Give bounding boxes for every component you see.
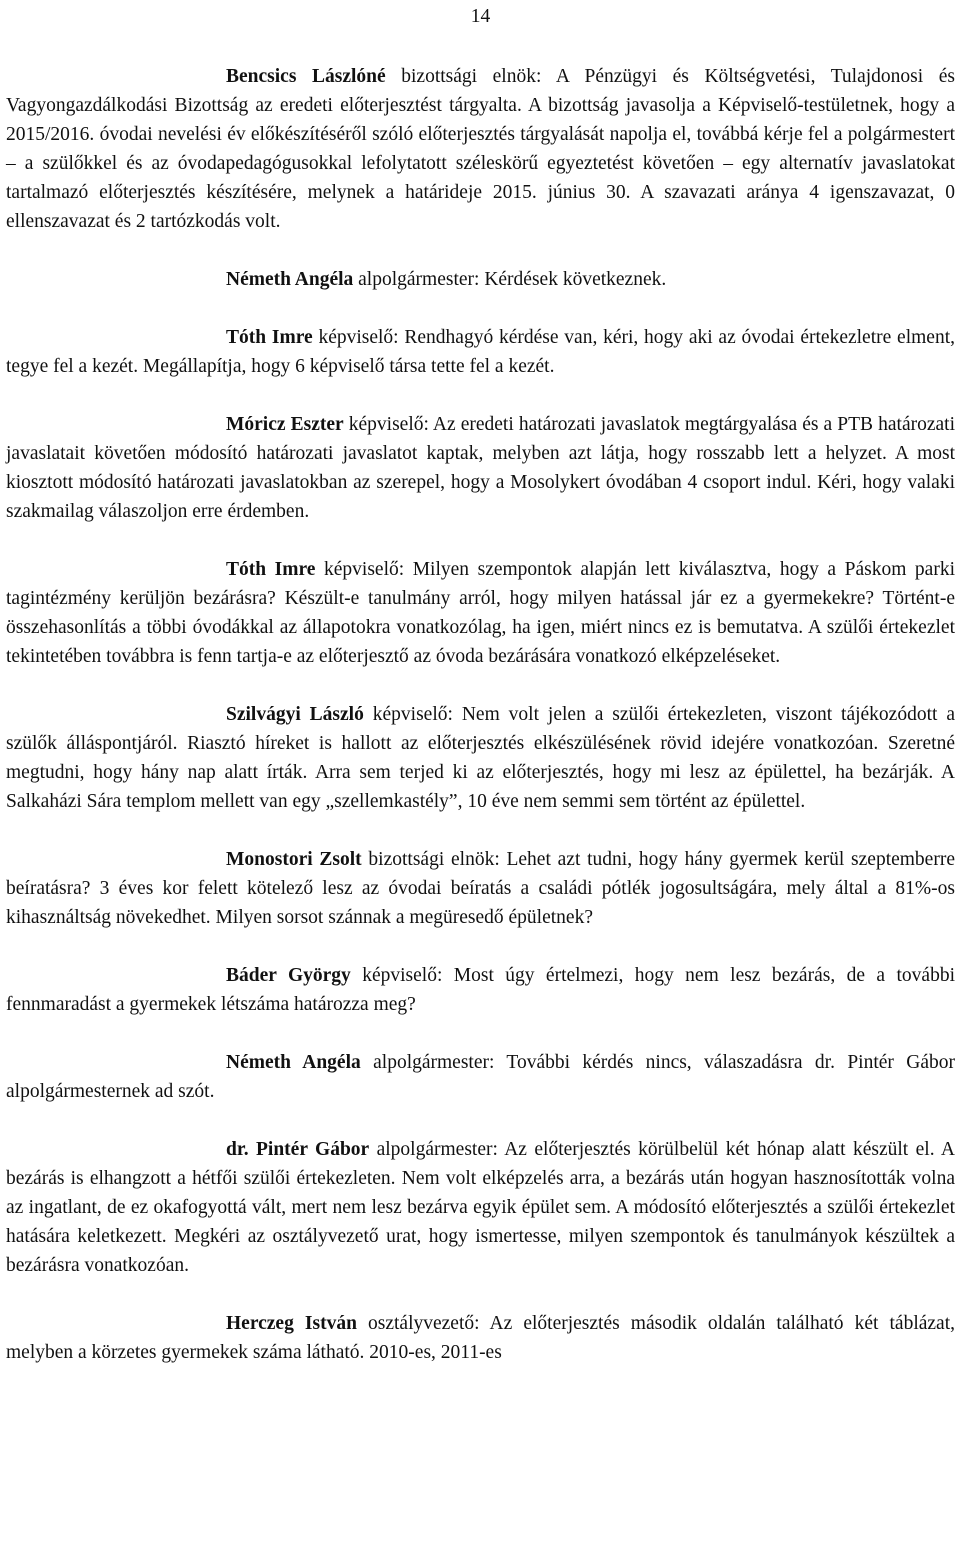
paragraph-text: osztályvezető: Az előterjesztés második oldalán található két táblázat, melyben a körzetes gyermekek száma látható. 2010-es, 2011-es — [6, 1313, 956, 1363]
speaker-name: Tóth Imre — [226, 327, 313, 348]
speaker-name: Szilvágyi László — [226, 704, 364, 725]
paragraph-text: alpolgármester: További kérdés nincs, válaszadásra dr. Pintér Gábor alpolgármesternek ad szót. — [6, 1052, 955, 1102]
paragraph-herczeg — [6, 1309, 955, 1367]
paragraph-text: képviselő: Most úgy értelmezi, hogy nem lesz bezárás, de a további fennmaradást a gyermekek létszáma határozza meg? — [6, 965, 955, 1015]
speaker-name: Németh Angéla — [226, 1052, 361, 1073]
paragraph-text: képviselő: Az eredeti határozati javaslatok megtárgyalása és a PTB határozati javaslatait követően módosító határozati javaslatot kaptak, melyben azt látja, hogy rosszabb lett a helyzet. A most kiosztott módosító határozati javaslatokban az szerepel, hogy a Mosolykert óvodában 4 csoport indul. Kéri, hogy valaki szakmailag válaszoljon erre érdemben. — [6, 414, 955, 522]
paragraph-toth-1 — [6, 323, 955, 381]
paragraph-nemeth-2 — [6, 1048, 955, 1106]
speaker-name: Herczeg István — [226, 1313, 357, 1334]
paragraph-toth-2 — [6, 555, 955, 671]
speaker-name: Bencsics Lászlóné — [226, 66, 386, 87]
paragraph-text: alpolgármester: Az előterjesztés körülbelül két hónap alatt készült el. A bezárás is elhangzott a hétfői szülői értekezleten. Nem volt elképzelés arra, a bezárás után hogyan hasznosították volna az ingatlant, de ez okafogyottá vált, mert nem lesz bezárva egyik épület sem. A módosító előterjesztés a szülői értekezlet hatására keletkezett. Megkéri az osztályvezető urat, hogy ismertesse, milyen szempontok és tanulmányok készültek a bezárásra vonatkozóan. — [6, 1139, 955, 1276]
paragraph-text: bizottsági elnök: Lehet azt tudni, hogy hány gyermek kerül szeptemberre beíratásra? 3 éves kor felett kötelező lesz az óvodai beíratás a családi pótlék jogosultságára, mely által a 81%-os kihasználtság növekedhet. Milyen sorsot szánnak a megüresedő épületnek? — [6, 849, 955, 928]
paragraph-szilvagyi — [6, 700, 955, 816]
paragraph-bencsics — [6, 62, 955, 236]
speaker-name: Móricz Eszter — [226, 414, 344, 435]
paragraph-pinter — [6, 1135, 955, 1280]
paragraph-text: képviselő: Nem volt jelen a szülői értekezleten, viszont tájékozódott a szülők álláspontjáról. Riasztó híreket is hallott az előterjesztés elkészülésének rövid idejére vonatkozóan. Szeretné megtudni, hogy hány nap alatt írták. Arra sem terjed ki az előterjesztés, hogy mi lesz az épülettel, ha bezárják. A Salkaházi Sára templom mellett van egy „szellemkastély”, 10 éve nem semmi sem történt az épülettel. — [6, 704, 955, 812]
paragraph-nemeth-1 — [6, 265, 955, 294]
speaker-name: Németh Angéla — [226, 269, 354, 290]
speaker-name: Tóth Imre — [226, 559, 316, 580]
speaker-name: Monostori Zsolt — [226, 849, 362, 870]
speaker-name: Báder György — [226, 965, 351, 986]
page-number: 14 — [470, 6, 491, 27]
paragraph-bader — [6, 961, 955, 1019]
paragraph-text: bizottsági elnök: A Pénzügyi és Költségvetési, Tulajdonosi és Vagyongazdálkodási Bizottság az eredeti előterjesztést tárgyalta. A bizottság javasolja a Képviselő-testületnek, hogy a 2015/2016. óvodai nevelési év előkészítéséről szóló előterjesztés tárgyalását napolja el, továbbá kérje fel a polgármestert – a szülőkkel és az óvodapedagógusokkal lefolytatott széleskörű egyeztetést követően – egy alternatív javaslatokat tartalmazó előterjesztés készítésére, melynek a határideje 2015. június 30. A szavazati aránya 4 igenszavazat, 0 ellenszavazat és 2 tartózkodás volt. — [6, 66, 955, 232]
paragraph-moricz — [6, 410, 955, 526]
paragraph-text: alpolgármester: Kérdések következnek. — [353, 269, 667, 290]
speaker-name: dr. Pintér Gábor — [226, 1139, 370, 1160]
paragraph-monostori — [6, 845, 955, 932]
paragraph-text: képviselő: Milyen szempontok alapján lett kiválasztva, hogy a Páskom parki tagintézmény kerüljön bezárásra? Készült-e tanulmány arról, hogy milyen hatással jár ez a gyermekekre? Történt-e összehasonlítás a többi óvodákkal az állapotokra vonatkozólag, ha igen, miért nincs ez is bemutatva. A szülői értekezlet tekintetében továbbra is fenn tartja-e az előterjesztő az óvoda bezárására vonatkozó elképzeléseket. — [6, 559, 955, 667]
paragraph-text: képviselő: Rendhagyó kérdése van, kéri, hogy aki az óvodai értekezletre elment, tegye fel a kezét. Megállapítja, hogy 6 képviselő társa tette fel a kezét. — [6, 327, 955, 377]
